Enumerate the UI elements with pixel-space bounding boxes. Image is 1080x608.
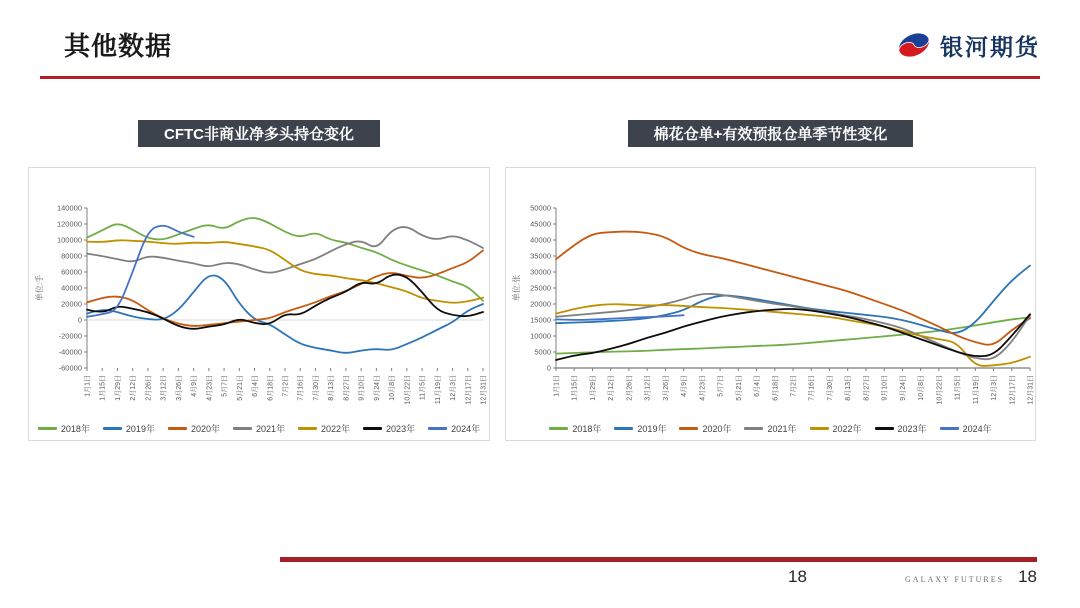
x-tick-label: 4月23日 xyxy=(699,375,707,401)
x-tick-label: 3月12日 xyxy=(644,375,652,401)
logo xyxy=(895,27,1040,63)
x-tick-label: 1月1日 xyxy=(553,375,561,397)
cftc-chart-section xyxy=(28,120,490,441)
x-tick-label: 11月5日 xyxy=(419,375,427,401)
legend-line-swatch xyxy=(428,427,447,430)
galaxy-futures-logo-icon xyxy=(895,27,933,63)
legend-item xyxy=(428,422,480,435)
axes xyxy=(84,208,483,371)
y-tick-label: 0 xyxy=(77,315,82,325)
x-tick-label: 5月7日 xyxy=(221,375,229,397)
x-tick-label: 10月8日 xyxy=(918,375,926,401)
x-tick-label: 7月30日 xyxy=(826,375,834,401)
x-tick-label: 12月3日 xyxy=(450,375,458,401)
legend-year-label: 2023年 xyxy=(897,423,927,434)
x-tick-label: 6月18日 xyxy=(772,375,780,401)
x-tick-label: 5月7日 xyxy=(717,375,725,397)
x-tick-label: 8月27日 xyxy=(863,375,871,401)
y-tick-label: 140000 xyxy=(56,203,82,213)
x-tick-label: 10月22日 xyxy=(936,375,944,405)
x-tick-label: 11月19日 xyxy=(434,375,442,405)
legend-item xyxy=(298,422,350,435)
warehouse-chart-plot xyxy=(508,172,1035,418)
y-tick-label: -20000 xyxy=(58,331,82,341)
x-tick-label: 7月16日 xyxy=(297,375,305,401)
x-tick-label: 4月9日 xyxy=(191,375,199,397)
y-tick-label: 50000 xyxy=(530,203,551,213)
legend-line-swatch xyxy=(38,427,57,430)
x-tick-label: 8月13日 xyxy=(328,375,336,401)
x-tick-label: 11月5日 xyxy=(954,375,962,401)
y-tick-label: 5000 xyxy=(534,347,551,357)
y-tick-label: 20000 xyxy=(61,299,82,309)
y-axis-unit-label: 单位:张 xyxy=(512,274,521,302)
series-2024-line xyxy=(87,226,194,317)
x-tick-label: 6月4日 xyxy=(754,375,762,397)
x-tick-label: 5月21日 xyxy=(735,375,743,401)
y-tick-label: 0 xyxy=(546,363,551,373)
header-divider xyxy=(40,76,1040,79)
legend-item xyxy=(810,422,862,435)
warehouse-chart-legend xyxy=(508,418,1033,438)
legend-year-label: 2018年 xyxy=(572,423,602,434)
legend-item xyxy=(168,422,220,435)
legend-line-swatch xyxy=(614,427,633,430)
legend-item xyxy=(103,422,155,435)
x-tick-label: 9月24日 xyxy=(899,375,907,401)
cftc-chart-legend xyxy=(31,418,487,438)
x-tick-label: 8月27日 xyxy=(343,375,351,401)
legend-line-swatch xyxy=(298,427,317,430)
x-tick-label: 10月8日 xyxy=(389,375,397,401)
y-tick-label: 30000 xyxy=(530,267,551,277)
x-tick-label: 9月10日 xyxy=(881,375,889,401)
x-tick-label: 10月22日 xyxy=(404,375,412,405)
warehouse-chart-title: 棉花仓单+有效预报仓单季节性变化 xyxy=(628,120,914,147)
x-tick-label: 8月13日 xyxy=(845,375,853,401)
x-tick-label: 5月21日 xyxy=(236,375,244,401)
y-tick-label: 35000 xyxy=(530,251,551,261)
page-title: 其他数据 xyxy=(64,31,173,61)
x-tick-label: 1月15日 xyxy=(571,375,579,401)
legend-line-swatch xyxy=(744,427,763,430)
legend-item xyxy=(679,422,731,435)
legend-line-swatch xyxy=(875,427,894,430)
legend-item xyxy=(614,422,666,435)
x-tick-label: 2月12日 xyxy=(130,375,138,401)
legend-year-label: 2021年 xyxy=(255,423,286,434)
x-tick-label: 12月31日 xyxy=(1027,375,1035,405)
x-tick-label: 3月26日 xyxy=(662,375,670,401)
legend-line-swatch xyxy=(940,427,959,430)
x-tick-label: 3月12日 xyxy=(160,375,168,401)
y-tick-label: 60000 xyxy=(61,267,82,277)
legend-year-label: 2019年 xyxy=(637,423,667,434)
legend-line-swatch xyxy=(810,427,829,430)
legend-item xyxy=(233,422,285,435)
x-tick-label: 11月19日 xyxy=(972,375,980,405)
series-2023-line xyxy=(87,275,483,329)
legend-year-label: 2022年 xyxy=(321,423,351,434)
x-tick-label: 6月4日 xyxy=(252,375,260,397)
x-tick-label: 7月16日 xyxy=(808,375,816,401)
x-tick-label: 2月26日 xyxy=(626,375,634,401)
logo-text: 银河期货 xyxy=(940,33,1040,60)
legend-year-label: 2023年 xyxy=(386,423,416,434)
series-2019-line xyxy=(87,276,483,353)
legend-year-label: 2019年 xyxy=(125,423,155,434)
y-tick-label: 10000 xyxy=(530,331,551,341)
y-tick-label: 40000 xyxy=(530,235,551,245)
warehouse-chart-card xyxy=(505,167,1036,441)
legend-line-swatch xyxy=(679,427,698,430)
legend-year-label: 2020年 xyxy=(190,423,220,434)
cftc-chart-title: CFTC非商业净多头持仓变化 xyxy=(138,120,380,147)
x-tick-label: 7月2日 xyxy=(790,375,798,397)
page-number: 18 xyxy=(788,567,807,586)
legend-line-swatch xyxy=(233,427,252,430)
x-tick-label: 7月2日 xyxy=(282,375,290,397)
y-tick-label: 80000 xyxy=(61,251,82,261)
x-tick-label: 9月10日 xyxy=(358,375,366,401)
warehouse-chart-section xyxy=(505,120,1036,441)
x-tick-label: 12月31日 xyxy=(480,375,487,405)
y-tick-label: -40000 xyxy=(58,347,82,357)
x-tick-label: 3月26日 xyxy=(175,375,183,401)
legend-line-swatch xyxy=(549,427,568,430)
x-tick-label: 2月12日 xyxy=(608,375,616,401)
y-axis-unit-label: 单位:手 xyxy=(35,274,44,302)
legend-line-swatch xyxy=(103,427,122,430)
charts-row xyxy=(28,120,1036,441)
y-tick-label: 25000 xyxy=(530,283,551,293)
x-tick-label: 4月23日 xyxy=(206,375,214,401)
legend-year-label: 2018年 xyxy=(60,423,90,434)
legend-line-swatch xyxy=(168,427,187,430)
x-tick-label: 6月18日 xyxy=(267,375,275,401)
legend-item xyxy=(38,422,90,435)
y-tick-label: 120000 xyxy=(56,219,82,229)
x-tick-label: 2月26日 xyxy=(145,375,153,401)
series-2019-line xyxy=(556,266,1030,333)
x-tick-label: 1月29日 xyxy=(589,375,597,401)
legend-year-label: 2024年 xyxy=(451,423,481,434)
series-2023-line xyxy=(556,309,1030,360)
x-tick-label: 7月30日 xyxy=(312,375,320,401)
legend-year-label: 2024年 xyxy=(962,423,992,434)
legend-item xyxy=(875,422,927,435)
x-tick-label: 12月3日 xyxy=(991,375,999,401)
legend-item xyxy=(549,422,601,435)
y-tick-label: 40000 xyxy=(61,283,82,293)
footer-right xyxy=(905,567,1037,587)
legend-year-label: 2022年 xyxy=(832,423,862,434)
cftc-chart-plot xyxy=(31,172,487,418)
y-tick-label: 100000 xyxy=(56,235,82,245)
x-tick-label: 4月9日 xyxy=(681,375,689,397)
x-tick-label: 1月1日 xyxy=(84,375,92,397)
footer-divider xyxy=(280,557,1037,562)
legend-line-swatch xyxy=(363,427,382,430)
legend-year-label: 2021年 xyxy=(767,423,797,434)
y-tick-label: 45000 xyxy=(530,219,551,229)
footer-page-number: 18 xyxy=(1018,567,1037,586)
legend-item xyxy=(363,422,415,435)
series-2021-line xyxy=(87,227,483,273)
legend-item xyxy=(940,422,992,435)
x-tick-label: 1月15日 xyxy=(99,375,107,401)
x-tick-label: 12月17日 xyxy=(1009,375,1017,405)
legend-year-label: 2020年 xyxy=(702,423,732,434)
cftc-chart-card xyxy=(28,167,490,441)
y-tick-label: -60000 xyxy=(58,363,82,373)
legend-item xyxy=(744,422,796,435)
series-2022-line xyxy=(556,304,1030,366)
x-tick-label: 12月17日 xyxy=(465,375,473,405)
series-2021-line xyxy=(556,294,1030,359)
y-tick-label: 20000 xyxy=(530,299,551,309)
x-tick-label: 9月24日 xyxy=(373,375,381,401)
y-tick-label: 15000 xyxy=(530,315,551,325)
x-tick-label: 1月29日 xyxy=(114,375,122,401)
footer-brand: GALAXY FUTURES xyxy=(905,575,1005,584)
